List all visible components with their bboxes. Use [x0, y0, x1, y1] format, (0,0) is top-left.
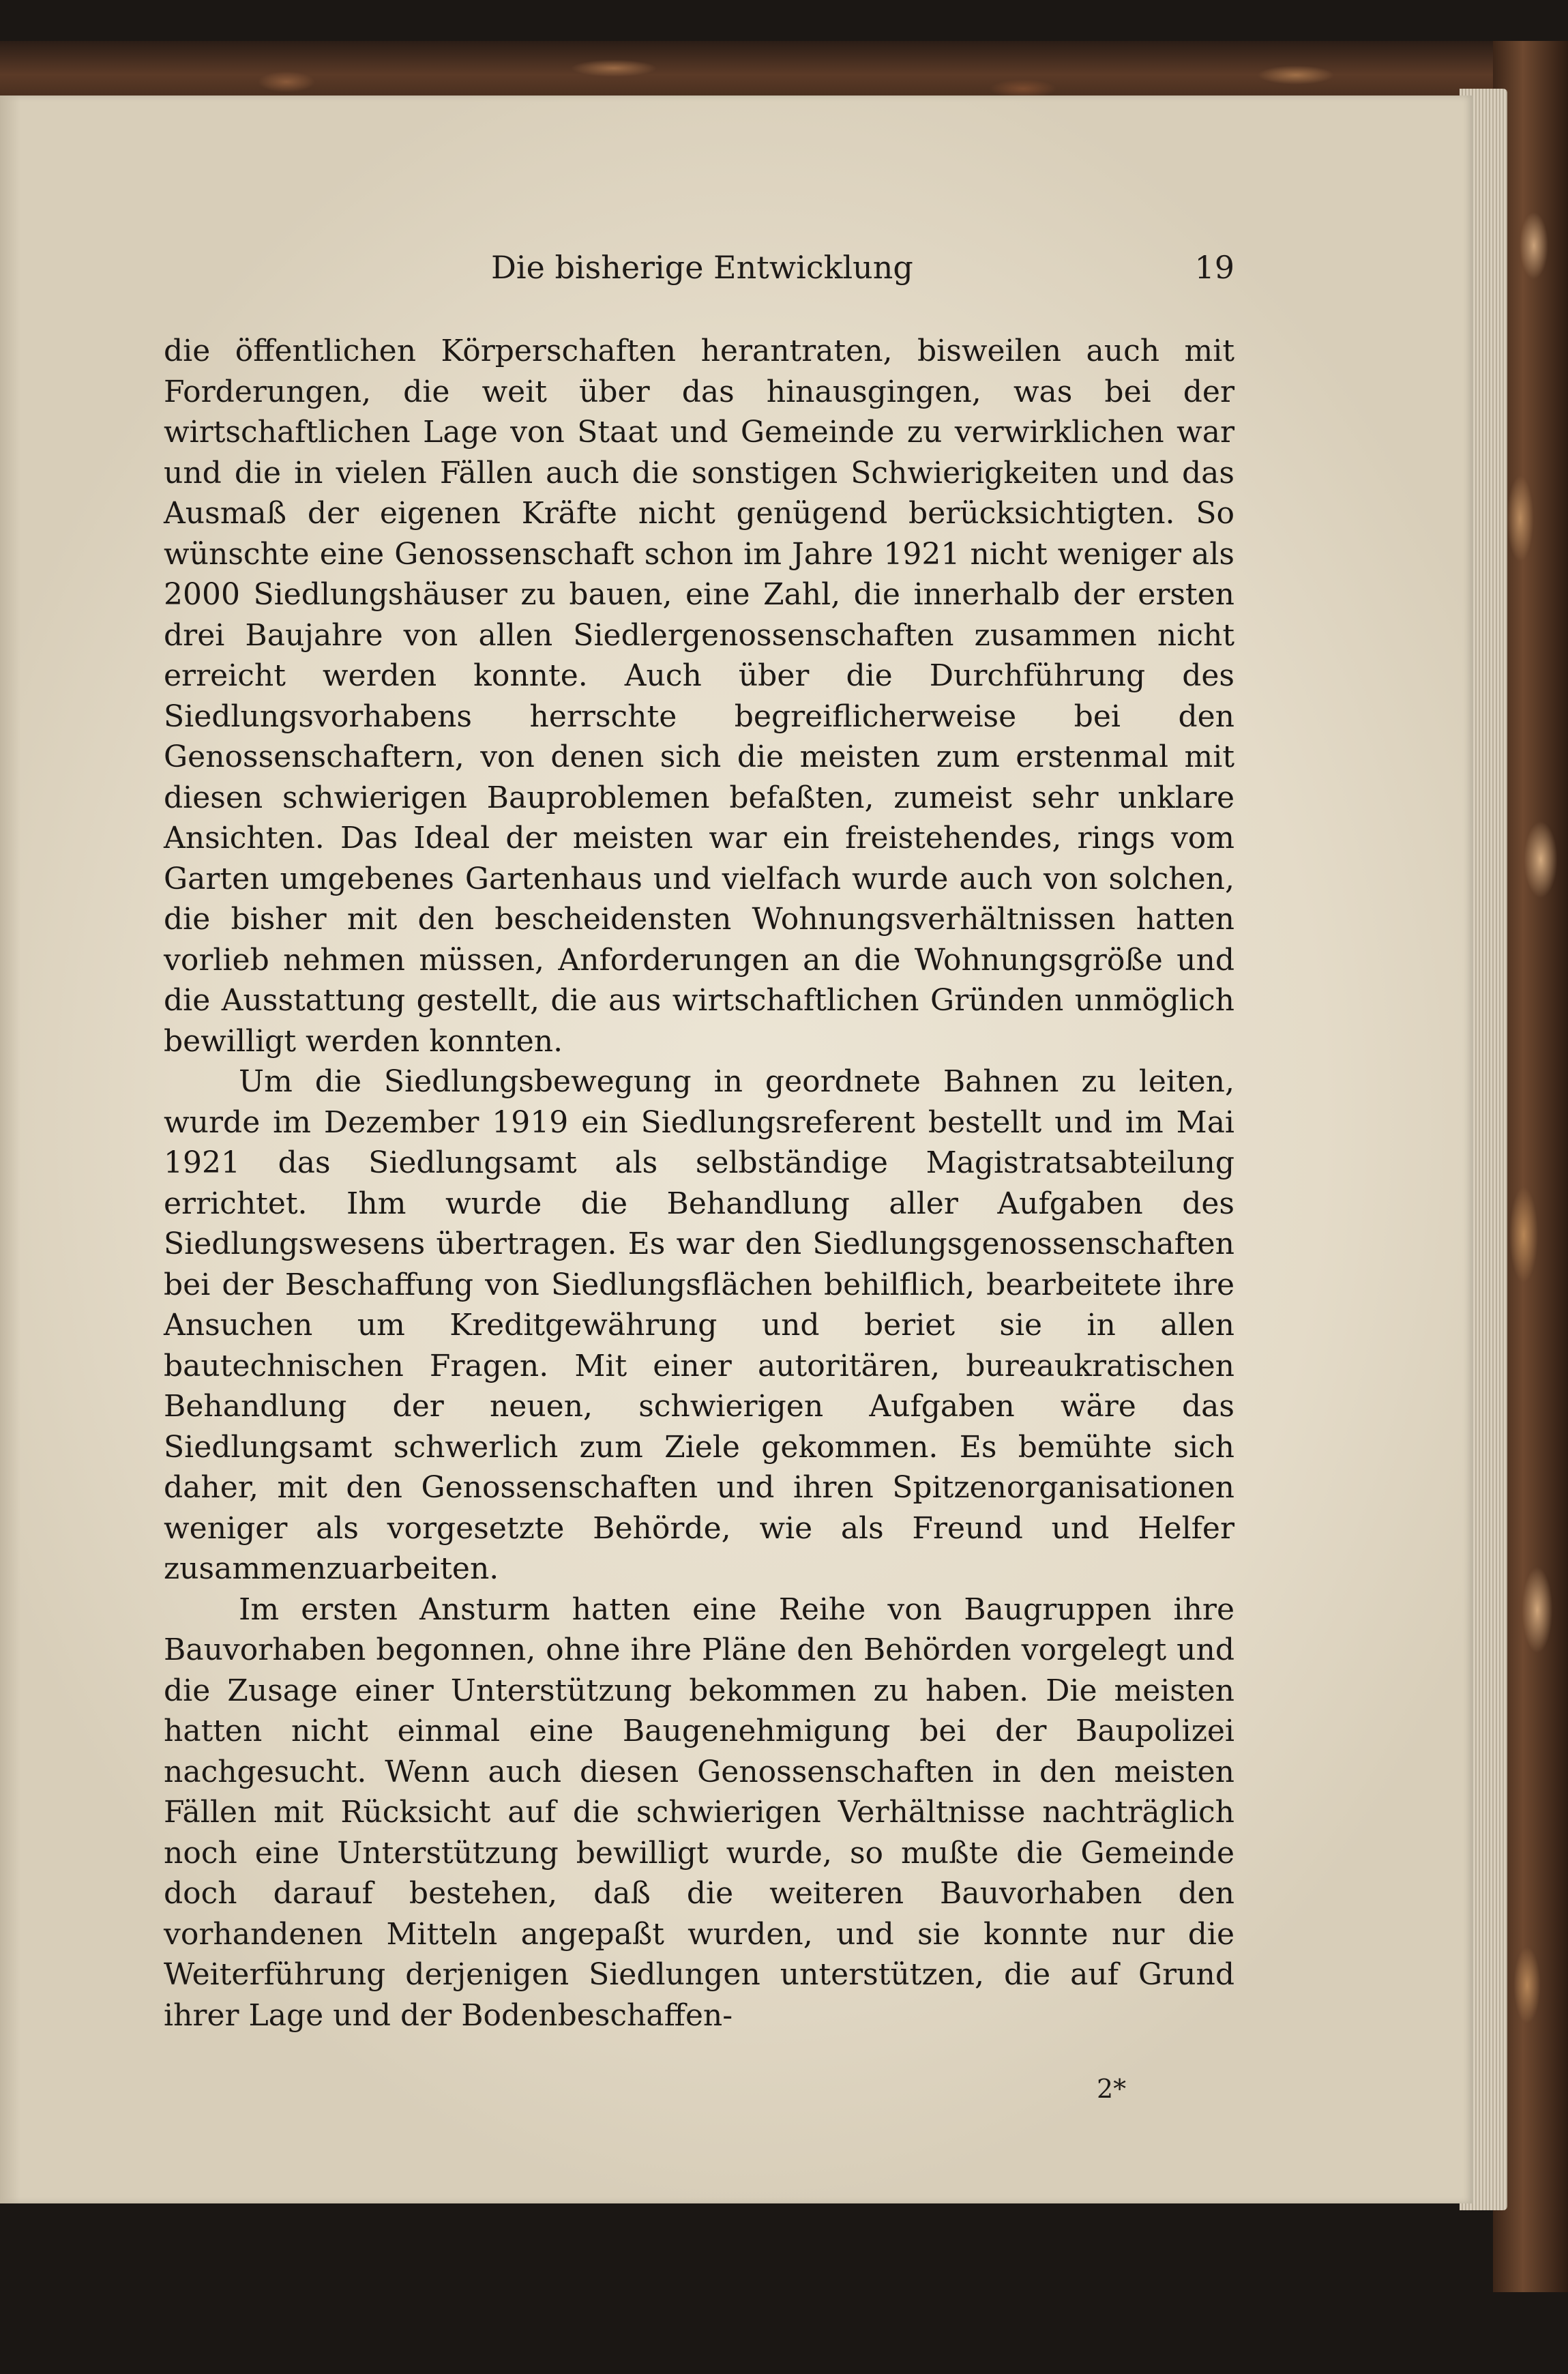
paragraph-3: Im ersten Ansturm hatten eine Reihe von Baugruppen ihre Bauvorhaben begonnen, ohne ihre Pläne den Behörden vorgelegt und die Zusage einer Unterstützung bekommen zu haben. Die meisten hatten nicht einmal eine Baugenehmigung bei der Baupolizei nachgesucht. Wenn auch diesen Genossenschaften in den meisten Fällen mit Rücksicht auf die schwierigen Verhältnisse nachträglich noch eine Unterstützung bewilligt wurde, so mußte die Gemeinde doch darauf bestehen, daß die weiteren Bauvorhaben den vorhandenen Mitteln angepaßt wurden, und sie konnte nur die Weiterführung derjenigen Siedlungen unterstützen, die auf Grund ihrer Lage und der Bodenbeschaffen-	[164, 1592, 1234, 2033]
page-gutter-shadow	[0, 96, 20, 2203]
running-title: Die bisherige Entwicklung	[491, 249, 913, 286]
page-number: 19	[1194, 249, 1234, 286]
running-head	[164, 249, 1234, 290]
signature-mark: 2*	[1097, 2074, 1127, 2104]
paragraph-2: Um die Siedlungsbewegung in geordnete Bahnen zu leiten, wurde im Dezember 1919 ein Siedlungsreferent bestellt und im Mai 1921 das Siedlungsamt als selbständige Magistratsabteilung errichtet. Ihm wurde die Behandlung aller Aufgaben des Siedlungswesens übertragen. Es war den Siedlungsgenossenschaften bei der Beschaffung von Siedlungsflächen behilflich, bearbeitete ihre Ansuchen um Kreditgewährung und beriet sie in allen bautechnischen Fragen. Mit einer autoritären, bureaukratischen Behandlung der neuen, schwierigen Aufgaben wäre das Siedlungsamt schwerlich zum Ziele gekommen. Es bemühte sich daher, mit den Genossenschaften und ihren Spitzenorganisationen weniger als vorgesetzte Behörde, wie als Freund und Helfer zusammenzuarbeiten.	[164, 1064, 1234, 1586]
body-text	[164, 331, 1234, 2036]
paragraph-1: die öffentlichen Körperschaften herantraten, bisweilen auch mit Forderungen, die weit über das hinausgingen, was bei der wirtschaftlichen Lage von Staat und Gemeinde zu verwirklichen war und die in vielen Fällen auch die sonstigen Schwierigkeiten und das Ausmaß der eigenen Kräfte nicht genügend berücksichtigten. So wünschte eine Genossenschaft schon im Jahre 1921 nicht weniger als 2000 Siedlungshäuser zu bauen, eine Zahl, die innerhalb der ersten drei Baujahre von allen Siedlergenossenschaften zusammen nicht erreicht werden konnte. Auch über die Durchführung des Siedlungsvorhabens herrschte begreiflicherweise bei den Genossenschaftern, von denen sich die meisten zum erstenmal mit diesen schwierigen Bauproblemen befaßten, zumeist sehr unklare Ansichten. Das Ideal der meisten war ein freistehendes, rings vom Garten umgebenes Gartenhaus und vielfach wurde auch von solchen, die bisher mit den bescheidensten Wohnungsverhältnissen hatten vorlieb nehmen müssen, Anforderungen an die Wohnungsgröße und die Ausstattung gestellt, die aus wirtschaftlichen Gründen unmöglich bewilligt werden konnten.	[164, 334, 1234, 1059]
